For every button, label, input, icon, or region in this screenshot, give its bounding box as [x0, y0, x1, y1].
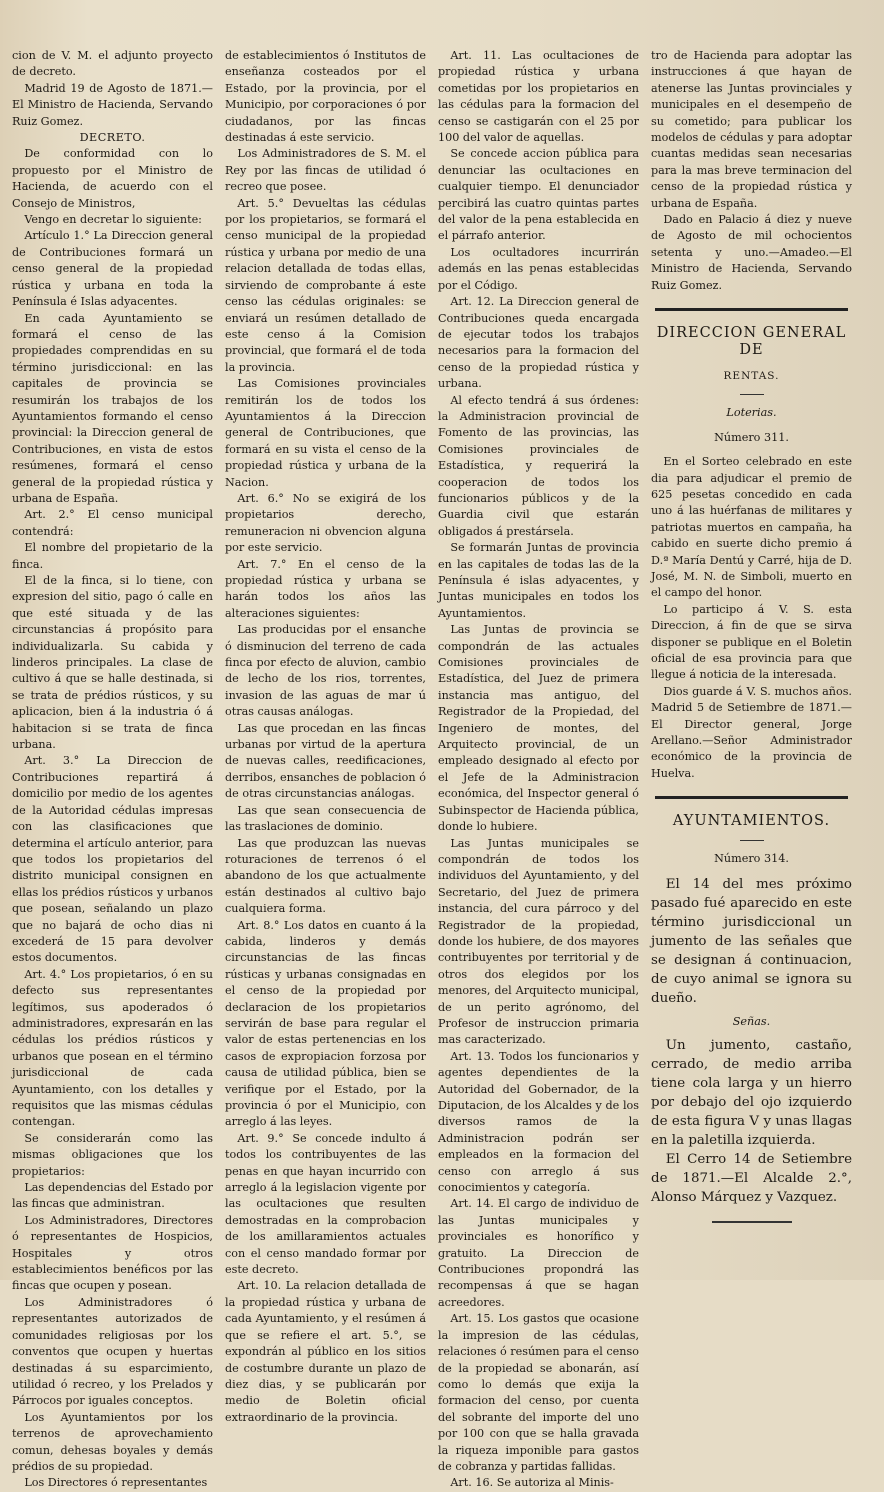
paragraph: Art. 5.° Devueltas las cédulas por los propietarios, se formará el censo municipal de la propiedad rústica y urbana por medio de una relacion detallada de todas ellas, sirviendo de comprobante á este censo las cédulas originales: se enviará un resúmen detallado de este censo á la Comision provincial, que formará el de toda la provincia.: [225, 196, 426, 374]
paragraph: El de la finca, si lo tiene, con expresion del sitio, pago ó calle en que esté situada y de las circunstancias á propósito para individualizarla. Su cabida y linderos principales. La clase de cultivo á que se halle destinada, si se trata de prédios rústicos, y su aplicacion, bien á la industria ó á habitacion si se trata de finca urbana.: [12, 574, 213, 752]
paragraph: Las dependencias del Estado por las fincas que administran.: [12, 1181, 213, 1211]
section-subheading: RENTAS.: [723, 369, 780, 382]
paragraph: Vengo en decretar lo siguiente:: [24, 213, 202, 227]
notice-signature: El Cerro 14 de Setiembre de 1871.—El Alcalde 2.°, Alonso Márquez y Vazquez.: [651, 1152, 852, 1206]
notice-number: Número 311.: [714, 430, 789, 444]
paragraph: Art. 6.° No se exigirá de los propietarios derecho, remuneracion ni obvencion alguna por este servicio.: [225, 491, 426, 555]
paragraph: Art. 12. La Direccion general de Contribuciones queda encargada de ejecutar todos los trabajos necesarios para la formacion del censo de la propiedad rústica y urbana.: [438, 295, 639, 391]
paragraph: En el Sorteo celebrado en este dia para adjudicar el premio de 625 pesetas concedido en cada uno á las huérfanas de militares y patriotas muertos en campaña, ha cabido en suerte dicho premio á D.ª María Dentú y Carré, hija de D. José, M. N. de Simboli, muerto en el campo del honor.: [651, 455, 852, 600]
section-divider: [655, 796, 848, 799]
paragraph: En cada Ayuntamiento se formará el censo de las propiedades comprendidas en su término jurisdiccional: en las capitales de provincia se resumirán los trabajos de los Ayuntamientos formando el censo provincial: la Direccion general de Contribuciones, en vista de estos resúmenes, formará el censo general de la propiedad rústica y urbana de España.: [12, 311, 213, 505]
paragraph: Art. 11. Las ocultaciones de propiedad rústica y urbana cometidas por los propietarios en las cédulas para la formacion del censo se castigarán con el 25 por 100 del valor de aquellas.: [438, 49, 639, 145]
section-divider: [655, 308, 848, 311]
paragraph: Lo participo á V. S. esta Direccion, á fin de que se sirva disponer se publique en el Boletin oficial de esa provincia para que llegue á noticia de la interesada.: [651, 602, 852, 682]
paragraph: Las Juntas municipales se compondrán de todos los individuos del Ayuntamiento, y del Secretario, del Juez de primera instancia, del cura párroco y del Registrador de la propiedad, donde los hubiere, de dos mayores contribuyentes por territorial y de otros dos elegidos por los menores, del Arquitecto municipal, de un perito agrónomo, del Profesor de instruccion primaria mas caracterizado.: [438, 836, 639, 1047]
signs-description: Un jumento, castaño, cerrado, de medio arriba tiene cola larga y un hierro por debajo del ojo izquierdo de esta figura V y unas llagas en la paletilla izquierda.: [651, 1038, 852, 1149]
signs-title: Señas.: [732, 1015, 771, 1029]
paragraph: Los Administradores, Directores ó representantes de Hospicios, Hospitales y otros establecimientos benéficos por las fincas que ocupen y posean.: [12, 1213, 213, 1293]
paragraph: Art. 7.° En el censo de la propiedad rústica y urbana se harán todos los años las alteraciones siguientes:: [225, 557, 426, 620]
paragraph: Las que produzcan las nuevas roturaciones de terrenos ó el abandono de los que actualmente están destinados al cultivo bajo cualquiera forma.: [225, 836, 426, 916]
paragraph: Madrid 19 de Agosto de 1871.—El Ministro de Hacienda, Servando Ruiz Gomez.: [12, 81, 213, 128]
paragraph: Las producidas por el ensanche ó disminucion del terreno de cada finca por efecto de aluvion, cambio de lecho de los rios, torrentes, invasion de las aguas de mar ú otras causas análogas.: [225, 623, 426, 719]
paragraph: Art. 4.° Los propietarios, ó en su defecto sus representantes legítimos, sus apoderados ó administradores, expresarán en las cédulas los prédios rústicos y urbanos que posean en el término jurisdiccional de cada Ayuntamiento, con los detalles y requisitos que las mismas cédulas contengan.: [12, 967, 213, 1129]
paragraph: Art. 16. Se autoriza al Minis-: [450, 1476, 614, 1490]
paragraph: Art. 8.° Los datos en cuanto á la cabida, linderos y demás circunstancias de las fincas rústicas y urbanas consignadas en el censo de la propiedad por declaracion de los propietarios servirán de base para regular el valor de estas pertenencias en los casos de expropiacion forzosa por causa de utilidad pública, bien se verifique por el Estado, por la provincia ó por el Municipio, con arreglo á las leyes.: [225, 918, 426, 1129]
paragraph: Se formarán Juntas de provincia en las capitales de todas las de la Península é islas adyacentes, y Juntas municipales en todos los Ayuntamientos.: [438, 541, 639, 620]
short-divider: [740, 840, 764, 841]
paragraph: Se considerarán como las mismas obligaciones que los propietarios:: [12, 1131, 213, 1178]
paragraph: Las que sean consecuencia de las traslaciones de dominio.: [225, 803, 426, 834]
paragraph: Art. 13. Todos los funcionarios y agentes dependientes de la Autoridad del Gobernador, de la Diputacion, de los Alcaldes y de los diversos ramos de la Administracion podrán ser empleados en la formacion del censo con arreglo á sus conocimientos y categoría.: [438, 1049, 639, 1195]
paragraph: Los Administradores de S. M. el Rey por las fincas de utilidad ó recreo que posee.: [225, 147, 426, 194]
paragraph: El nombre del propietario de la finca.: [12, 541, 213, 571]
notice-intro: El 14 del mes próximo pasado fué aparecido en este término jurisdiccional un jumento de las señales que se designan á continuacion, de cuyo animal se ignora su dueño.: [651, 877, 852, 1007]
paragraph: Las que procedan en las fincas urbanas por virtud de la apertura de nuevas calles, reedificaciones, derribos, ensanches de poblacion ó de otras circunstancias análogas.: [225, 721, 426, 801]
decree-title: DECRETO.: [79, 131, 146, 145]
column-3: [438, 48, 639, 1490]
section-heading: DIRECCION GENERAL DE: [656, 325, 847, 358]
paragraph: De conformidad con lo propuesto por el Ministro de Hacienda, de acuerdo con el Consejo de Ministros,: [12, 147, 213, 210]
paragraph: tro de Hacienda para adoptar las instrucciones á que hayan de atenerse las Juntas provinciales y municipales en el desempeño de su cometido; para publicar los modelos de cédulas y para adoptar cuantas medidas sean necesarias para la mas breve terminacion del censo de la propiedad rústica y urbana de España.: [651, 49, 852, 210]
section-category: Loterias.: [726, 406, 777, 420]
paragraph: Art. 10. La relacion detallada de la propiedad rústica y urbana de cada Ayuntamiento, y el resúmen á que se refiere el art. 5.°, se expondrán al público en los sitios de costumbre durante un plazo de diez dias, y se publicarán por medio de Boletin oficial extraordinario de la provincia.: [225, 1279, 426, 1424]
paragraph: Al efecto tendrá á sus órdenes: la Administracion provincial de Fomento de las provincias, las Comisiones provinciales de Estadística, y requerirá la cooperacion de todos los funcionarios públicos y de la Guardia civil que estarán obligados á prestársela.: [438, 393, 639, 538]
paragraph: Los Administradores ó representantes autorizados de comunidades religiosas por los conventos que ocupen y huertas destinadas á su esparcimiento, utilidad ó recreo, y los Prelados y Párrocos por iguales conceptos.: [12, 1295, 213, 1408]
paragraph: Los Ayuntamientos por los terrenos de aprovechamiento comun, dehesas boyales y demás prédios de su propiedad.: [12, 1410, 213, 1473]
paragraph: Los Directores ó representantes: [24, 1476, 208, 1490]
paragraph: Art. 15. Los gastos que ocasione la impresion de las cédulas, relaciones ó resúmen para el censo de la propiedad se abonarán, así como lo demás que exija la formacion del censo, por cuenta del sobrante del importe del uno por 100 con que se halla gravada la riqueza imponible para gastos de cobranza y partidas fallidas.: [438, 1312, 639, 1473]
paragraph: Art. 14. El cargo de individuo de las Juntas municipales y provinciales es honorífico y gratuito. La Direccion de Contribuciones propondrá las recompensas á que se hagan acreedores.: [438, 1197, 639, 1309]
columns: [12, 48, 872, 1490]
end-divider: [712, 1221, 792, 1223]
paragraph: Dios guarde á V. S. muchos años. Madrid 5 de Setiembre de 1871.—El Director general, Jorge Arellano.—Señor Administrador económico de la provincia de Huelva.: [651, 684, 852, 780]
column-4: [651, 48, 852, 1280]
paragraph: Artículo 1.° La Direccion general de Contribuciones formará un censo general de la propiedad rústica y urbana en toda la Península é Islas adyacentes.: [12, 229, 213, 309]
column-1: [12, 48, 213, 1490]
section-heading: AYUNTAMIENTOS.: [672, 813, 831, 830]
paragraph: Art. 3.° La Direccion de Contribuciones repartirá á domicilio por medio de los agentes de la Autoridad cédulas impresas con las clasificaciones que determina el artículo anterior, para que todos los propietarios del distrito municipal consignen en ellas los prédios rústicos y urbanos que posean, señalando un plazo que no bajará de ocho dias ni excederá de 15 para devolver estos documentos.: [12, 754, 213, 965]
paragraph: Las Juntas de provincia se compondrán de las actuales Comisiones provinciales de Estadística, del Juez de primera instancia mas antiguo, del Registrador de la Propiedad, del Ingeniero de montes, del Arquitecto provincial, de un empleado designado al efecto por el Jefe de la Administracion económica, del Inspector general ó Subinspector de Hacienda pública, donde lo hubiere.: [438, 623, 639, 834]
short-divider: [740, 394, 764, 395]
paragraph: Se concede accion pública para denunciar las ocultaciones en cualquier tiempo. El denunciador percibirá las cuatro quintas partes del valor de la pena establecida en el párrafo anterior.: [438, 147, 639, 243]
paragraph: cion de V. M. el adjunto proyecto de decreto.: [12, 49, 213, 79]
paragraph: Art. 9.° Se concede indulto á todos los contribuyentes de las penas en que hayan incurrido con arreglo á la legislacion vigente por las ocultaciones que resulten demostradas en la comprobacion de los amillaramientos actuales con el censo mandado formar por este decreto.: [225, 1131, 426, 1277]
notice-number: Número 314.: [714, 851, 789, 865]
paragraph: Art. 2.° El censo municipal contendrá:: [12, 508, 213, 538]
column-2: [225, 48, 426, 1424]
decree-signature: Dado en Palacio á diez y nueve de Agosto de mil ochocientos setenta y uno.—Amadeo.—El Ministro de Hacienda, Servando Ruiz Gomez.: [651, 213, 852, 292]
paragraph: de establecimientos ó Institutos de enseñanza costeados por el Estado, por la provincia, por el Municipio, por corporaciones ó por ciudadanos, por las fincas destinadas á este servicio.: [225, 49, 426, 145]
paragraph: Las Comisiones provinciales remitirán los de todos los Ayuntamientos á la Direccion general de Contribuciones, que formará en su vista el censo de la propiedad rústica y urbana de la Nacion.: [225, 377, 426, 489]
paragraph: Los ocultadores incurrirán además en las penas establecidas por el Código.: [438, 245, 639, 292]
